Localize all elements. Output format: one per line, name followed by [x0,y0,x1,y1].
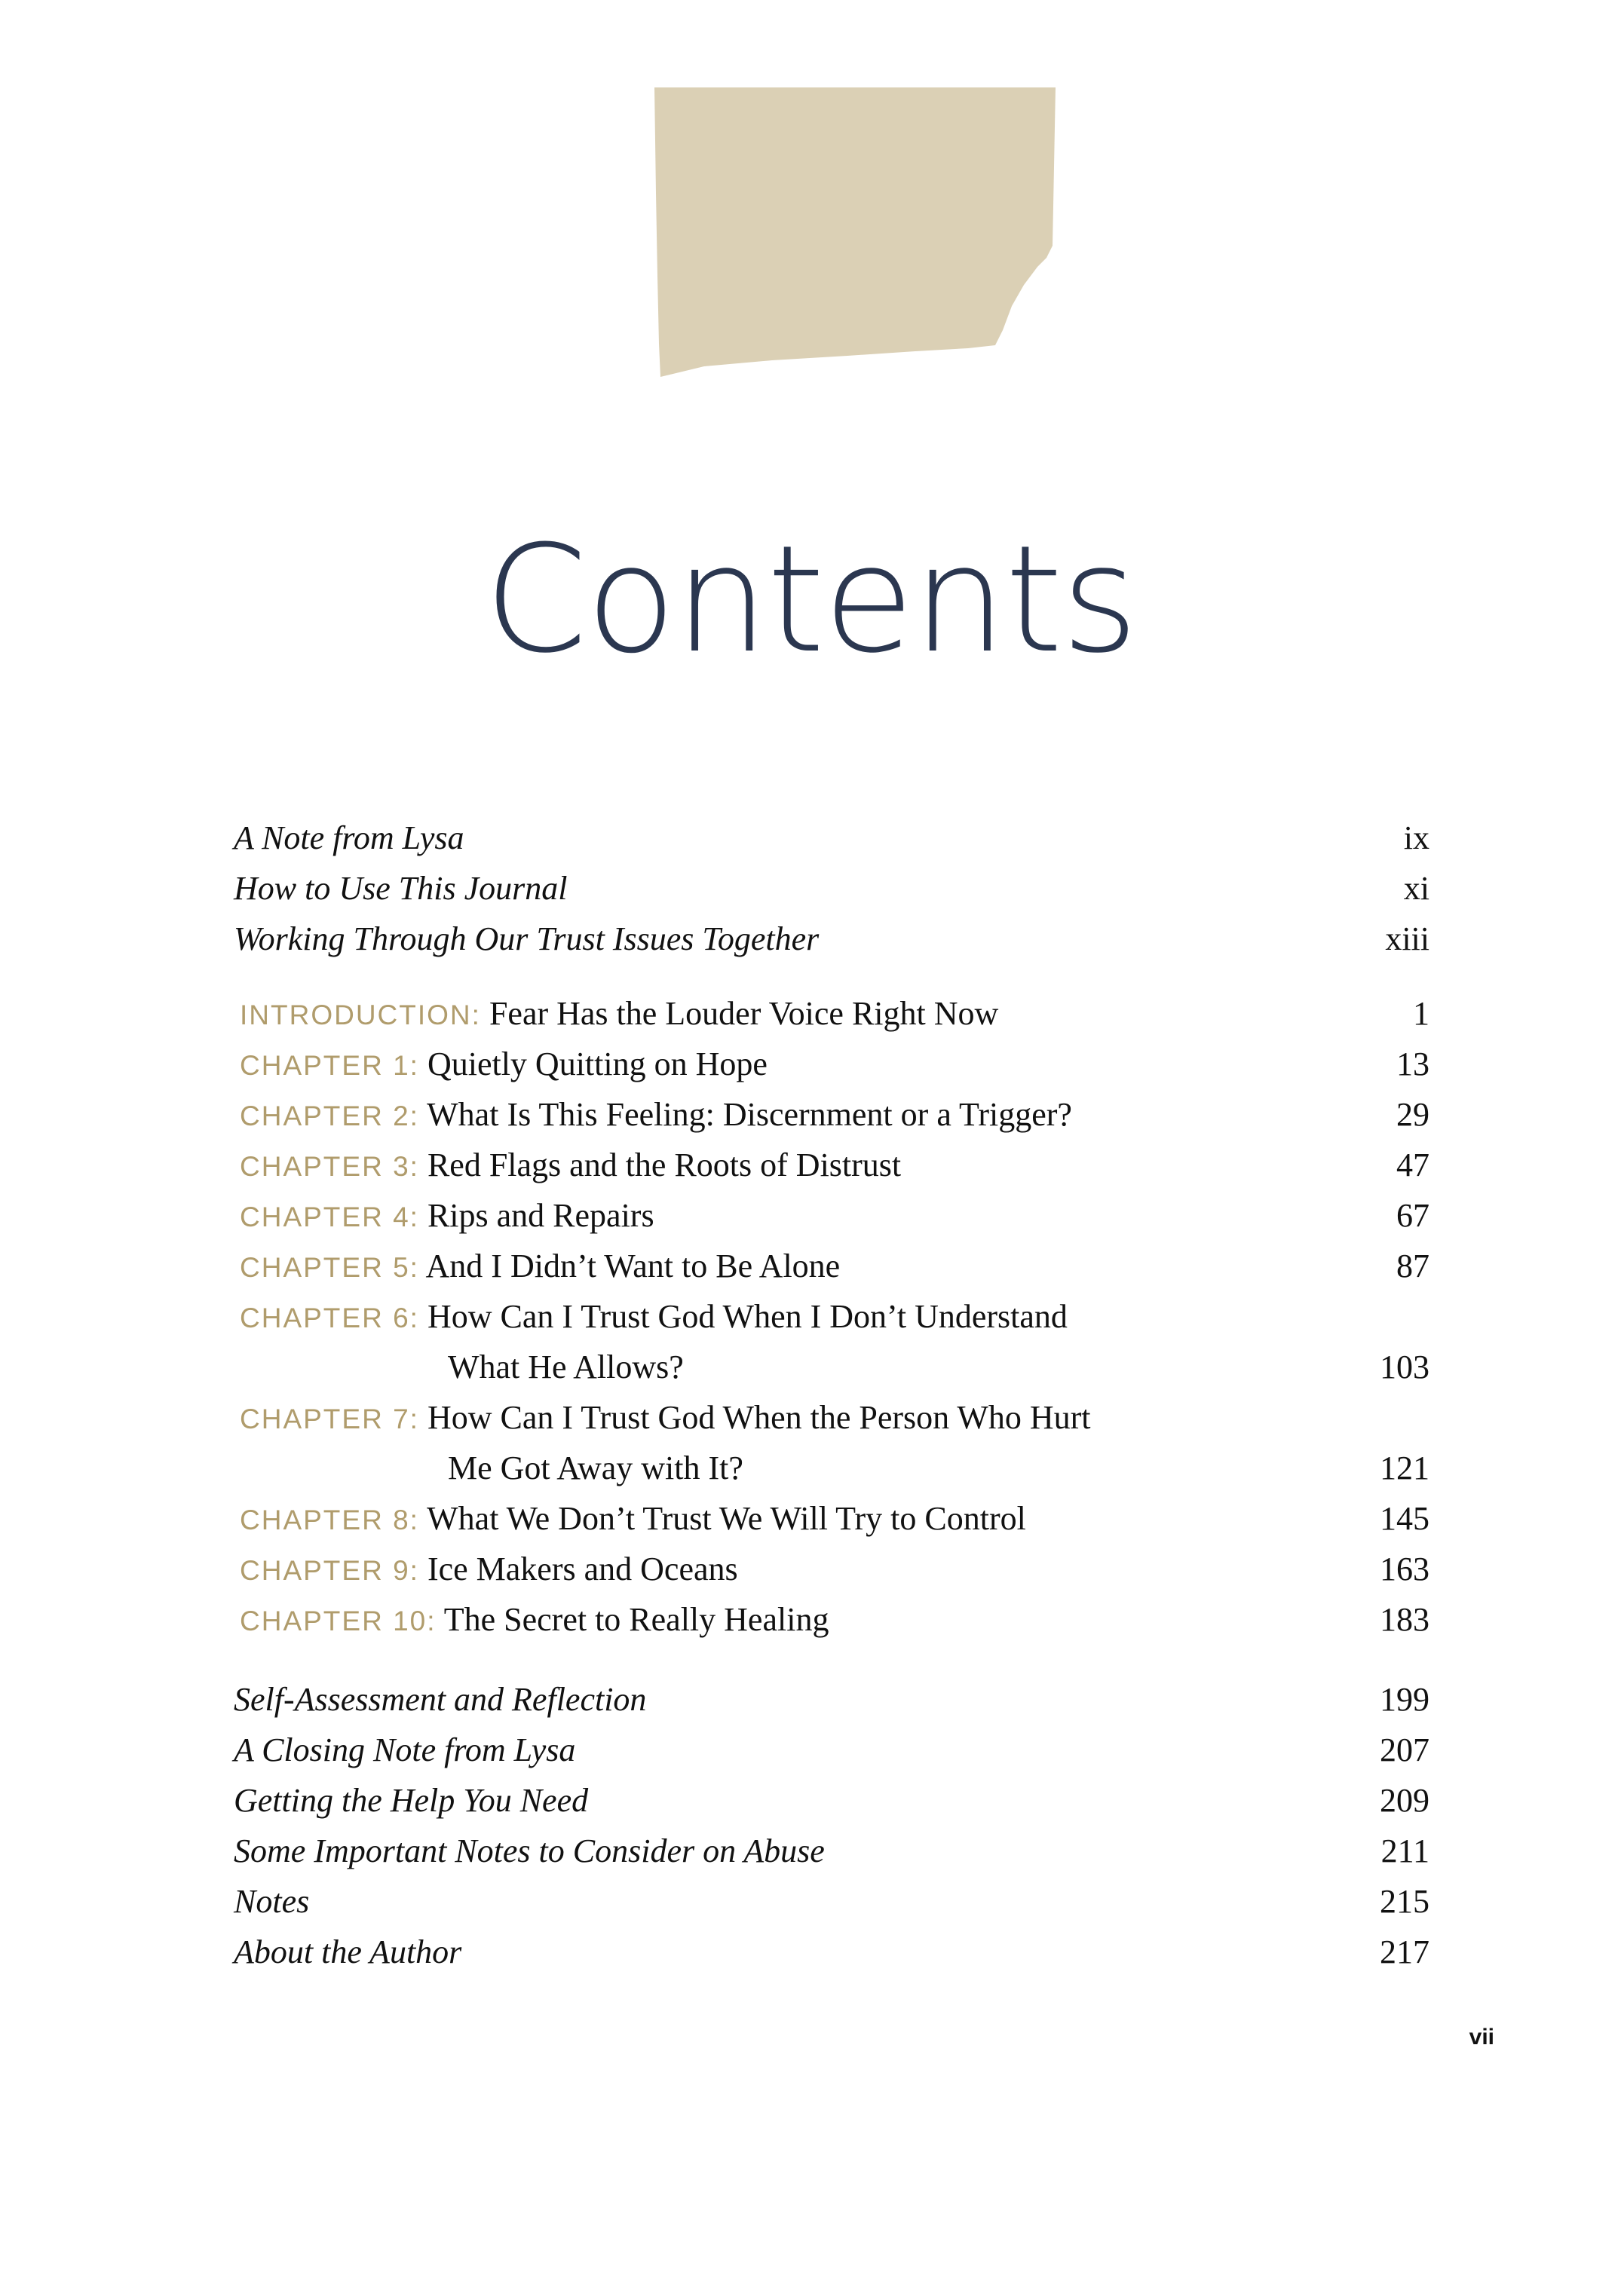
toc-entry-page: 121 [1380,1450,1429,1486]
chapter-title: The Secret to Really Healing [443,1601,829,1638]
toc-entry-chapter-10[interactable] [240,1596,1429,1644]
toc-entry-chapter-2[interactable] [240,1091,1429,1139]
toc-entry-title: How to Use This Journal [234,870,568,907]
toc-entry-chapter-8[interactable] [240,1495,1429,1543]
toc-entry-page: 67 [1396,1197,1429,1234]
chapter-tag: CHAPTER 7: [240,1404,419,1434]
chapter-title-continued: Me Got Away with It? [448,1450,743,1486]
toc-entry-page: 207 [1380,1731,1429,1768]
chapter-title: Quietly Quitting on Hope [427,1045,768,1082]
toc-entry-introduction[interactable] [240,990,1429,1038]
toc-entry-page: ix [1403,819,1429,856]
toc-entry-title: Some Important Notes to Consider on Abuse [234,1832,825,1869]
toc-entry-page: 13 [1396,1045,1429,1082]
chapter-tag: CHAPTER 9: [240,1555,419,1586]
toc-entry-title: A Note from Lysa [234,819,464,856]
page-number: vii [1469,2025,1494,2050]
toc-entry-chapter-1[interactable] [240,1040,1429,1088]
toc-entry-page: 215 [1380,1883,1429,1920]
toc-entry-notes-on-abuse[interactable] [234,1827,1429,1875]
toc-entry-chapter-3[interactable] [240,1141,1429,1189]
toc-entry-page: 103 [1380,1349,1429,1385]
toc-entry-working-through[interactable] [234,915,1429,963]
toc-entry-page: 87 [1396,1247,1429,1284]
chapter-tag: CHAPTER 6: [240,1303,419,1333]
toc-entry-page: 199 [1380,1681,1429,1718]
toc-entry-chapter-7-continued[interactable] [448,1444,1429,1492]
toc-entry-about-author[interactable] [234,1928,1429,1976]
toc-entry-closing-note[interactable] [234,1726,1429,1774]
chapter-tag: CHAPTER 8: [240,1505,419,1535]
toc-entry-chapter-5[interactable] [240,1242,1429,1290]
page-title: Contents [484,514,1137,686]
toc-entry-page: xi [1403,870,1429,907]
chapter-tag: CHAPTER 4: [240,1202,419,1232]
toc-entry-page: 183 [1380,1601,1429,1638]
chapter-title: Fear Has the Louder Voice Right Now [489,995,999,1032]
toc-entry-page: 217 [1380,1933,1429,1970]
toc-entry-title: Getting the Help You Need [234,1782,589,1819]
toc-entry-self-assessment[interactable] [234,1676,1429,1724]
toc-entry-page: 1 [1413,995,1429,1032]
chapter-tag: CHAPTER 2: [240,1101,419,1131]
toc-entry-title: About the Author [234,1933,462,1970]
toc-entry-how-to-use[interactable] [234,865,1429,913]
chapter-tag: CHAPTER 1: [240,1050,419,1081]
chapter-title: What Is This Feeling: Discernment or a Trigger? [427,1096,1072,1133]
chapter-title: What We Don’t Trust We Will Try to Control [427,1500,1026,1537]
toc-entry-page: xiii [1385,920,1429,957]
chapter-title: Red Flags and the Roots of Distrust [427,1146,902,1183]
toc-entry-chapter-6-continued[interactable] [448,1343,1429,1391]
toc-entry-note-from-lysa[interactable] [234,814,1429,862]
chapter-tag: INTRODUCTION: [240,1000,481,1030]
chapter-title: How Can I Trust God When I Don’t Understand [427,1298,1068,1335]
chapter-title: And I Didn’t Want to Be Alone [425,1247,841,1284]
toc-entry-page: 29 [1396,1096,1429,1133]
toc-entry-title: Notes [234,1883,310,1920]
toc-entry-getting-help[interactable] [234,1777,1429,1825]
toc-entry-page: 163 [1380,1551,1429,1587]
torn-paper-decoration [651,87,1056,389]
toc-entry-title: Working Through Our Trust Issues Together [234,920,820,957]
chapter-title: How Can I Trust God When the Person Who Hurt [427,1399,1091,1436]
toc-entry-title: Self-Assessment and Reflection [234,1681,647,1718]
chapter-tag: CHAPTER 10: [240,1606,437,1636]
toc-entry-page: 145 [1380,1500,1429,1537]
toc-entry-page: 47 [1396,1146,1429,1183]
toc-entry-page: 211 [1380,1832,1429,1869]
chapter-tag: CHAPTER 5: [240,1252,419,1283]
chapter-title: Rips and Repairs [427,1197,654,1234]
chapter-tag: CHAPTER 3: [240,1151,419,1182]
toc-entry-chapter-4[interactable] [240,1192,1429,1240]
toc-entry-chapter-9[interactable] [240,1545,1429,1593]
toc-entry-chapter-6[interactable] [240,1293,1429,1341]
chapter-title-continued: What He Allows? [448,1349,684,1385]
chapter-title: Ice Makers and Oceans [427,1551,738,1587]
toc-entry-chapter-7[interactable] [240,1394,1429,1442]
toc-entry-page: 209 [1380,1782,1429,1819]
toc-entry-notes[interactable] [234,1878,1429,1926]
toc-entry-title: A Closing Note from Lysa [234,1731,576,1768]
